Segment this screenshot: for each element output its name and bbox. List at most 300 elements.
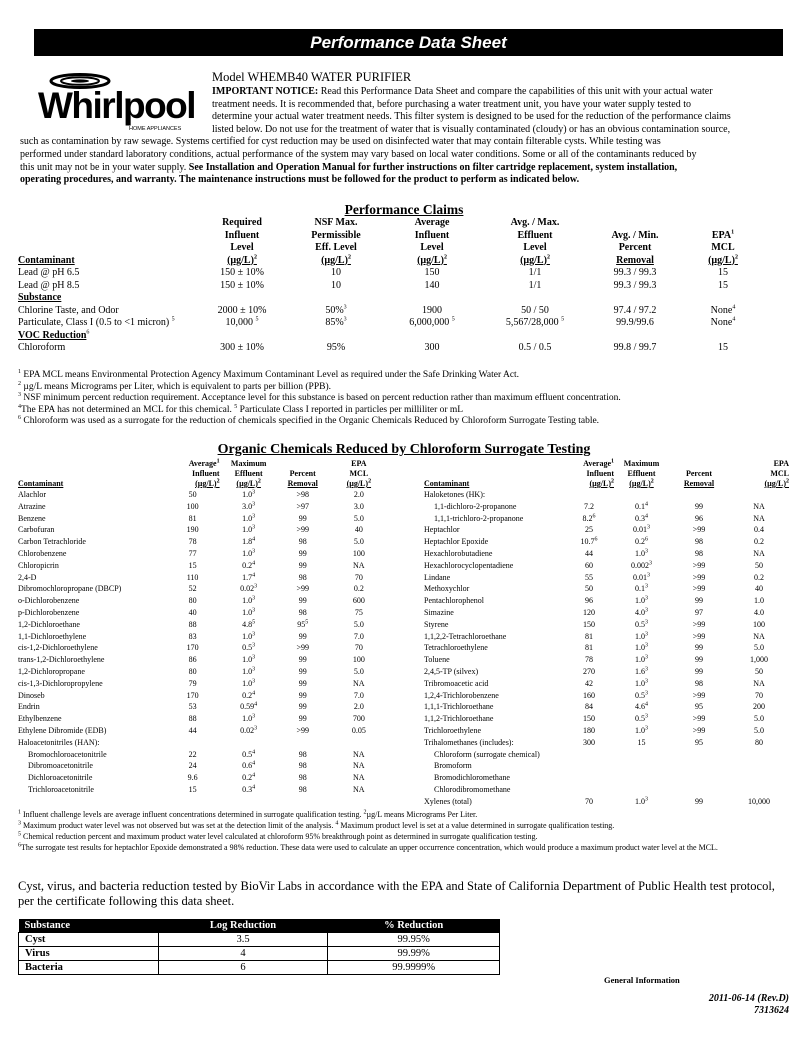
pc-header-avgmax: Avg. / Max. Effluent Level $(\mu g/L)^2$ — [510, 217, 560, 266]
cell-name: 1,1,1-Trichloroethane — [424, 702, 494, 712]
cell-pct: >99 — [692, 572, 706, 582]
intro-line: Read this Performance Data Sheet and compare the capabilities of this unit with your actual water — [318, 86, 713, 97]
cell-name: 2,4,5-TP (silvex) — [424, 666, 479, 676]
cell-name: Tetrachloroethylene — [424, 643, 488, 653]
cell-pct — [669, 749, 729, 761]
cell-mcl: 7.0 — [353, 690, 364, 700]
cell-mcl: 5.0 — [754, 714, 764, 724]
cell-mcl: 5.0 — [754, 725, 764, 735]
cell-eff: $1.0^3$ — [635, 678, 648, 688]
table-row — [18, 595, 390, 607]
cell-eff: $1.0^3$ — [635, 654, 648, 665]
cell-mcl: NA — [353, 784, 365, 794]
cell-pct: >99 — [692, 560, 706, 570]
cell-inf: 84 — [585, 702, 593, 712]
cell-name: Haloacetonitriles (HAN): — [18, 737, 100, 747]
cell-eff: $4.8^5$ — [242, 619, 256, 629]
cell-inf — [564, 760, 614, 772]
cell-pct — [669, 784, 729, 796]
cell-inf: 22 — [188, 749, 197, 759]
footnote: $^1$ EPA MCL means Environmental Protection Agency Maximum Contaminant Level as required under the Safe Drinking Water Act. — [18, 368, 520, 380]
table-row — [18, 772, 390, 784]
cell-inf: 7.2 — [584, 501, 594, 511]
cell-eff: $1.0^3$ — [242, 595, 256, 606]
cell-mcl: NA — [753, 678, 765, 688]
cell-eff: $1.6^3$ — [635, 666, 648, 676]
cell-eff: $0.5^3$ — [635, 713, 648, 724]
cell-name: Lindane — [424, 572, 451, 582]
cell-pct: 96 — [695, 513, 703, 523]
organic-chemicals-title: Organic Chemicals Reduced by Chloroform Surrogate Testing — [217, 442, 591, 457]
cell-mcl — [729, 760, 789, 772]
cell-inf: 52 — [188, 584, 197, 594]
cell-pct: 95 — [695, 702, 703, 712]
cell-name: trans-1,2-Dichloroethylene — [18, 655, 105, 665]
cell-mcl: 200 — [753, 702, 765, 712]
table-row — [424, 666, 789, 678]
cell-mcl: NA — [753, 631, 765, 641]
cell-inf: 170 — [186, 643, 199, 653]
cell-pct: >97 — [296, 501, 309, 511]
cell-name: Endrin — [18, 702, 40, 712]
cell-name: Methoxychlor — [424, 584, 470, 594]
cell-name: p-Dichlorobenzene — [18, 607, 80, 617]
cell-eff: $1.0^3$ — [635, 725, 648, 735]
cell-pct: >99 — [296, 643, 309, 653]
table-row — [18, 760, 390, 772]
cell-name: Heptachlor Epoxide — [424, 537, 489, 547]
table-row — [424, 725, 789, 737]
pc-header-epa: EPA$^1$ MCL $(\mu g/L)^2$ — [708, 229, 738, 266]
cell-eff: 0.02$^3$ — [240, 583, 258, 594]
performance-claims-title: Performance Claims — [344, 202, 464, 217]
table-row — [424, 642, 789, 654]
table-row — [424, 796, 789, 808]
cell-mcl: 5.0 — [353, 619, 364, 629]
cell-eff: $0.5^3$ — [635, 689, 648, 700]
pc-header-required: Required Influent Level $(\mu g/L)^2$ — [222, 217, 262, 266]
cell-pct: 98 — [298, 572, 307, 582]
cell-eff: $0.5^3$ — [635, 619, 648, 629]
cell-mcl: 50 — [755, 560, 763, 570]
cell-mcl — [729, 749, 789, 761]
cell-mcl: 70 — [354, 572, 363, 582]
cell-pct: 99 — [695, 596, 703, 606]
cell-pct: >99 — [296, 584, 309, 594]
cell-eff: $0.2^4$ — [242, 560, 256, 570]
cell-mcl: NA — [353, 773, 365, 783]
cell-pct — [278, 737, 328, 749]
cell-mcl: 75 — [354, 607, 363, 617]
cell-name: 1,1,2,2-Tetrachloroethane — [424, 631, 507, 641]
cell-mcl: 2.0 — [353, 702, 364, 712]
cell-mcl: NA — [753, 513, 765, 523]
lt-header-row — [19, 919, 500, 933]
cell-pct: >99 — [692, 714, 706, 724]
cell-eff: $1.0^3$ — [242, 512, 256, 523]
cell-name: Trichloroacetonitrile — [28, 784, 94, 794]
table-row — [424, 501, 789, 513]
cell-inf: 120 — [583, 607, 595, 617]
notice-label: IMPORTANT NOTICE: — [212, 86, 319, 97]
cell-inf: 81 — [585, 631, 593, 641]
table-row: Bacteria 6 99.9999% — [19, 961, 500, 975]
table-row — [424, 536, 789, 548]
cell-name: Dibromoacetonitrile — [28, 761, 93, 771]
cell-name: 1,1,1-trichloro-2-propanone — [434, 513, 524, 523]
cell-mcl: 0.2 — [353, 584, 364, 594]
cell-pct: 95 — [695, 737, 703, 747]
cell-mcl: NA — [353, 749, 365, 759]
cell-inf: 83 — [188, 631, 197, 641]
cell-inf: 50 — [188, 490, 197, 499]
cell-eff: $1.0^3$ — [242, 524, 256, 535]
cell-inf: 78 — [188, 537, 197, 547]
footnote: $^6$The surrogate test results for heptachlor Epoxide demonstrated a 98% reduction. These data were used to calculate an upper occurrence concentration, which would produce a maximum product water level at the MCL. — [18, 842, 718, 852]
model-title: Model WHEMB40 WATER PURIFIER — [212, 70, 412, 84]
intro-line: this unit may not be in your water supply. — [20, 161, 189, 173]
cell-name: Atrazine — [18, 501, 46, 511]
cell-mcl: 70 — [755, 690, 763, 700]
cell-mcl: NA — [753, 548, 765, 558]
table-row — [18, 524, 390, 536]
cell-mcl: 4.0 — [754, 607, 764, 617]
cell-name: Dibromochloropropane (DBCP) — [18, 584, 122, 594]
intro-line: listed below. Do not use for the treatment of water that is visually contaminated (cloudy) or has an obvious contamination source, — [212, 123, 731, 135]
cell-name: Chlorobenzene — [18, 548, 67, 558]
cell-inf: 50 — [585, 584, 593, 594]
cell-eff: $0.5^3$ — [242, 642, 256, 653]
cell-mcl: 0.2 — [754, 572, 764, 582]
cell-mcl — [328, 737, 390, 749]
cell-name: cis-1,2-Dichloroethylene — [18, 643, 98, 653]
cell-eff: $1.0^3$ — [242, 489, 256, 499]
cell-mcl: 100 — [352, 655, 365, 665]
table-row: Virus 4 99.99% — [19, 947, 500, 961]
cell-mcl: 40 — [755, 584, 763, 594]
table-row — [18, 619, 390, 631]
cell-pct: 99 — [298, 690, 307, 700]
cell-eff: 0.01$^3$ — [633, 524, 650, 535]
pc-section-heading: Substance — [18, 292, 62, 303]
cell-eff: $1.0^3$ — [635, 595, 648, 606]
pc-row: Lead @ pH 8.5 150 ± 10% 10 140 1/1 99.3 / 99.3 15 — [18, 279, 728, 291]
cell-inf: 70 — [585, 796, 593, 806]
cell-pct: >99 — [296, 725, 309, 735]
cell-inf: 9.6 — [187, 773, 198, 783]
cell-pct: 99 — [298, 678, 307, 688]
cell-mcl: 5.0 — [353, 513, 364, 523]
pc-row: Particulate, Class I (0.5 to <1 micron) $^5$ 10,000 $^5$ 85%$^3$ 6,000,000 $^5$ 5,567/28,000 $^5$ 99.9/99.6 None$^4$ — [18, 316, 736, 328]
table-row — [424, 619, 789, 631]
oc-header-row: Contaminant Average$^1$ Influent $(\mu g/L)^2$ Maximum Effluent $(\mu g/L)^2$ Percent Removal EPA MCL $(\mu g/L)^2$ — [424, 458, 789, 488]
cell-mcl: NA — [753, 501, 765, 511]
pc-section-heading: VOC Reduction$^6$ — [18, 329, 90, 341]
intro-line: performed under standard laboratory conditions, actual performance of the system may vary based on local water conditions. Some or all of the contaminants reduced by — [20, 148, 697, 160]
table-row — [424, 760, 789, 772]
cell-mcl: 10,000 — [748, 796, 770, 806]
cell-name: Bromoform — [434, 761, 472, 771]
table-row — [18, 713, 390, 725]
cell-inf: 15 — [188, 784, 197, 794]
cell-name: Simazine — [424, 607, 454, 617]
log-reduction-table — [18, 919, 500, 975]
cell-name: 1,1-dichloro-2-propanone — [434, 501, 517, 511]
table-row — [18, 501, 390, 513]
cell-inf: 44 — [188, 725, 197, 735]
cell-eff: $0.5^4$ — [242, 748, 256, 759]
cell-eff: $4.6^4$ — [635, 701, 648, 712]
cell-mcl: 700 — [352, 714, 365, 724]
footnote: $^4$The EPA has not determined an MCL for this chemical. $^5$ Particulate Class I reported in particles per milliliter or mL — [18, 403, 464, 415]
cell-inf: 25 — [585, 525, 593, 535]
pc-header-average: Average Influent Level $(\mu g/L)^2$ — [414, 217, 450, 266]
intro-line: such as contamination by raw sewage. Systems certified for cyst reduction may be used on disinfected water that may contain filterable cysts. While testing was — [20, 136, 661, 148]
cell-eff: 0.002$^3$ — [631, 560, 652, 570]
cell-name: Pentachlorophenol — [424, 596, 484, 606]
table-row — [424, 772, 789, 784]
cell-inf — [564, 784, 614, 796]
general-information-label: General Information — [604, 975, 680, 985]
cell-inf — [166, 737, 220, 749]
cell-mcl: 2.0 — [353, 490, 364, 499]
cell-pct: 98 — [695, 548, 703, 558]
cell-mcl: 3.0 — [353, 501, 364, 511]
cell-eff: $0.2^6$ — [635, 536, 648, 547]
table-row — [18, 666, 390, 678]
organic-table-right — [424, 459, 789, 808]
table-row — [424, 701, 789, 713]
lt-header-percent: % Reduction — [328, 919, 500, 933]
cell-pct: 99 — [298, 714, 307, 724]
cell-name: Ethylbenzene — [18, 714, 62, 724]
footnote: $^3$ Maximum product water level was not observed but was set at the detection limit of the analysis. $^4$ Maximum product level is set at a value determined in surrogate qualification testing. — [18, 820, 615, 830]
cell-name: Hexachlorocyclopentadiene — [424, 560, 514, 570]
table-row — [18, 631, 390, 643]
pc-row: Chloroform 300 ± 10% 95% 300 0.5 / 0.5 99.8 / 99.7 15 — [18, 342, 728, 353]
cell-name: Trichloroethylene — [424, 725, 482, 735]
cell-eff: $0.1^4$ — [635, 501, 648, 511]
revision-date: 2011-06-14 (Rev.D) — [708, 993, 789, 1004]
cell-name: Bromodichloromethane — [434, 773, 510, 783]
pc-row: Lead @ pH 6.5 150 ± 10% 10 150 1/1 99.3 / 99.3 15 — [18, 267, 728, 278]
table-row: Cyst 3.5 99.95% — [19, 933, 500, 947]
table-row — [424, 749, 789, 761]
cell-mcl — [729, 489, 789, 501]
cell-inf — [564, 749, 614, 761]
cell-mcl: 40 — [354, 525, 363, 535]
cell-eff: $4.0^3$ — [635, 607, 648, 617]
cell-inf: 270 — [583, 666, 595, 676]
table-row — [424, 524, 789, 536]
cell-pct: 98 — [298, 537, 307, 547]
cell-eff: $1.0^3$ — [242, 666, 256, 676]
logo-wordmark: Whirlpool — [38, 85, 196, 126]
cell-eff: $1.7^4$ — [242, 571, 256, 582]
cell-pct: 98 — [298, 784, 307, 794]
cell-inf: 300 — [583, 737, 595, 747]
cell-name: Dichloroacetonitrile — [28, 773, 93, 783]
table-row — [424, 595, 789, 607]
cell-inf: 44 — [585, 548, 593, 558]
cell-name: 1,2,4-Trichlorobenzene — [424, 690, 499, 700]
cell-eff: $1.0^3$ — [242, 630, 256, 641]
cell-eff: 15 — [637, 737, 646, 747]
cell-name: Haloketones (HK): — [424, 490, 486, 499]
cell-eff: $0.6^4$ — [242, 760, 256, 771]
cell-name: Trihalomethanes (includes): — [424, 737, 514, 747]
footnote: $^6$ Chloroform was used as a surrogate for the reduction of chemicals specified in the Organic Chemicals Reduced by Chloroform Surrogate Testing table. — [18, 415, 600, 427]
cell-pct: 99 — [298, 702, 307, 712]
cell-pct: 99 — [298, 631, 307, 641]
table-row — [424, 737, 789, 749]
cell-name: Bromochloroacetonitrile — [28, 749, 107, 759]
pc-header-nsf: NSF Max. Permissible Eff. Level $(\mu g/L)^2$ — [311, 217, 361, 266]
cell-eff: $3.0^3$ — [242, 501, 256, 511]
cell-mcl: 0.4 — [754, 525, 764, 535]
cell-inf: $8.2^6$ — [582, 512, 596, 523]
cell-name: Hexachlorobutadiene — [424, 548, 493, 558]
performance-footnotes — [18, 370, 788, 428]
pc-row: Chlorine Taste, and Odor 2000 ± 10% 50%$^3$ 1900 50 / 50 97.4 / 97.2 None$^4$ — [18, 304, 736, 316]
table-row — [18, 642, 390, 654]
cell-name: Xylenes (total) — [424, 796, 472, 806]
table-row — [18, 583, 390, 595]
cell-name: 1,1,2-Trichloroethane — [424, 714, 494, 724]
cell-name: cis-1,3-Dichloropropylene — [18, 678, 103, 688]
table-row — [18, 690, 390, 702]
cell-mcl: 600 — [352, 596, 365, 606]
cell-inf: 81 — [188, 513, 197, 523]
cyst-virus-bacteria-statement: Cyst, virus, and bacteria reduction tested by BioVir Labs in accordance with the EPA and State of California Department of Public Health test protocol, per the certificate following this data sheet. — [18, 879, 775, 908]
table-row — [424, 631, 789, 643]
cell-inf: 180 — [583, 725, 595, 735]
organic-table-left — [18, 459, 390, 796]
cell-mcl: NA — [353, 678, 365, 688]
cell-pct: $95^5$ — [297, 619, 309, 629]
cell-name: 1,2-Dichloropropane — [18, 666, 85, 676]
cell-pct: >99 — [692, 584, 706, 594]
cell-eff: $0.1^3$ — [635, 583, 648, 594]
cell-inf: 190 — [186, 525, 199, 535]
cell-eff: 0.01$^3$ — [633, 571, 650, 582]
cell-inf: 86 — [188, 655, 197, 665]
cell-pct: 99 — [695, 643, 703, 653]
cell-mcl — [729, 772, 789, 784]
lt-header-substance: Substance — [19, 919, 159, 933]
cell-inf: 96 — [585, 596, 593, 606]
cell-name: Chloroform (surrogate chemical) — [434, 749, 540, 759]
footnote: $^1$ Influent challenge levels are average influent concentrations determined in surrogate qualification testing. $^2$µg/L means Micrograms Per Liter. — [18, 809, 478, 819]
table-row — [424, 690, 789, 702]
logo-subtitle: HOME APPLIANCES — [129, 126, 182, 132]
cell-inf: 80 — [188, 596, 197, 606]
cell-inf: 81 — [585, 643, 593, 653]
cell-pct: >99 — [692, 725, 706, 735]
cell-inf: 24 — [188, 761, 197, 771]
intro-line: treatment needs. It is recommended that, before purchasing a water treatment unit, you have your water supply tested to — [212, 98, 692, 110]
table-row — [18, 489, 390, 501]
lt-header-log: Log Reduction — [158, 919, 328, 933]
cell-pct: 99 — [298, 666, 307, 676]
cell-pct: 99 — [695, 501, 703, 511]
cell-name: Dinoseb — [18, 690, 45, 700]
cell-eff: $0.3^4$ — [635, 512, 648, 523]
cell-eff: $1.0^3$ — [635, 642, 648, 653]
cell-inf: 170 — [186, 690, 199, 700]
revision-block — [600, 993, 789, 1017]
organic-footnotes — [18, 809, 783, 853]
cell-eff — [220, 737, 278, 749]
cell-mcl: 0.05 — [351, 725, 366, 735]
table-row — [424, 583, 789, 595]
cell-inf — [564, 772, 614, 784]
cell-mcl: 0.2 — [754, 537, 764, 547]
cell-pct: 99 — [695, 796, 703, 806]
cell-mcl: 7.0 — [353, 631, 364, 641]
cell-name: Benzene — [18, 513, 46, 523]
cell-pct: 98 — [298, 761, 307, 771]
cell-eff — [614, 760, 669, 772]
cell-name: 2,4-D — [18, 572, 37, 582]
cell-inf: 78 — [585, 655, 593, 665]
footnote: $^2$ µg/L means Micrograms per Liter, which is equivalent to parts per billion (PPB). — [18, 380, 331, 392]
cell-eff: $0.2^4$ — [242, 772, 256, 783]
table-row — [18, 560, 390, 572]
table-row — [18, 572, 390, 584]
table-row — [18, 654, 390, 666]
cell-eff: $0.2^4$ — [242, 689, 256, 700]
pc-header-row — [18, 217, 766, 267]
cell-eff: $1.0^3$ — [635, 630, 648, 641]
cell-pct: 98 — [298, 607, 307, 617]
table-row — [424, 572, 789, 584]
cell-name: 1,1-Dichloroethylene — [18, 631, 87, 641]
oc-header-row: Contaminant Average$^1$ Influent $(\mu g/L)^2$ Maximum Effluent $(\mu g/L)^2$ Percent Removal EPA MCL $(\mu g/L)^2$ — [18, 458, 372, 488]
cell-pct — [669, 760, 729, 772]
cell-pct: 98 — [298, 749, 307, 759]
cell-mcl: 80 — [755, 737, 763, 747]
cell-mcl: 50 — [755, 666, 763, 676]
cell-pct: >99 — [692, 525, 706, 535]
cell-name: Carbon Tetrachloride — [18, 537, 86, 547]
table-row — [18, 737, 390, 749]
table-row — [424, 513, 789, 525]
cell-eff — [614, 749, 669, 761]
cell-inf: 150 — [583, 714, 595, 724]
cell-name: Chloropicrin — [18, 560, 59, 570]
table-row — [18, 749, 390, 761]
table-row — [18, 725, 390, 737]
cell-eff: 0.59$^4$ — [240, 701, 258, 712]
cell-mcl: 100 — [753, 619, 765, 629]
cell-name: Chlorodibromomethane — [434, 784, 511, 794]
cell-pct: 97 — [695, 607, 703, 617]
cell-mcl: 70 — [354, 643, 363, 653]
cell-pct: 99 — [298, 655, 307, 665]
cell-eff: $1.0^3$ — [242, 678, 256, 688]
cell-mcl: 1,000 — [750, 655, 768, 665]
cell-eff: $1.0^3$ — [242, 548, 256, 558]
cell-pct: >99 — [296, 525, 309, 535]
cell-inf: 88 — [188, 619, 197, 629]
pc-header-contaminant: Contaminant — [18, 254, 75, 266]
cell-eff: $1.0^3$ — [242, 713, 256, 724]
table-row — [18, 701, 390, 713]
cell-inf: 15 — [188, 560, 197, 570]
cell-inf: 88 — [188, 714, 197, 724]
pc-header-avgmin: Avg. / Min. Percent Removal — [611, 229, 659, 266]
